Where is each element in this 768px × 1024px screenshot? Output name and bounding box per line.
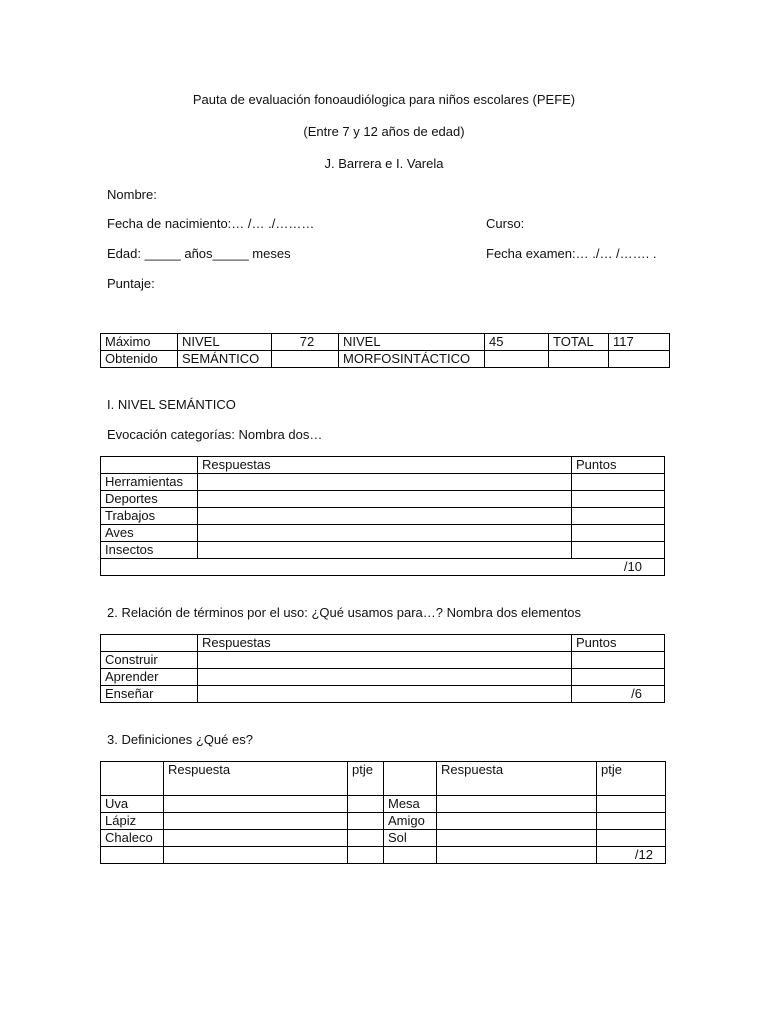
score-summary-table bbox=[100, 333, 670, 368]
empty-cell bbox=[348, 847, 384, 864]
row-label: Aves bbox=[101, 525, 198, 542]
field-puntaje: Puntaje: bbox=[107, 276, 155, 291]
total-obtained-cell bbox=[609, 351, 670, 368]
section2-title: 2. Relación de términos por el uso: ¿Qué usamos para…? Nombra dos elementos bbox=[107, 605, 582, 620]
field-fecha-examen: Fecha examen:… ./… /……. . bbox=[486, 246, 657, 261]
row-label-right: Mesa bbox=[384, 796, 437, 813]
section1-title: I. NIVEL SEMÁNTICO bbox=[107, 397, 236, 412]
answer-cell bbox=[164, 813, 348, 830]
section3-table bbox=[100, 761, 666, 864]
empty-cell bbox=[164, 847, 348, 864]
points-cell bbox=[572, 474, 665, 491]
empty-cell bbox=[101, 847, 164, 864]
col-respuestas: Respuestas bbox=[198, 457, 572, 474]
answer-cell bbox=[198, 669, 572, 686]
label-maximo: Máximo bbox=[101, 334, 178, 351]
row-label-left: Uva bbox=[101, 796, 164, 813]
row-label: Construir bbox=[101, 652, 198, 669]
col-puntos: Puntos bbox=[572, 457, 665, 474]
row-label-left: Lápiz bbox=[101, 813, 164, 830]
points-cell bbox=[572, 542, 665, 559]
col-puntos: Puntos bbox=[572, 635, 665, 652]
answer-cell bbox=[437, 830, 597, 847]
answer-cell bbox=[198, 652, 572, 669]
field-nombre: Nombre: bbox=[107, 187, 157, 202]
points-cell bbox=[572, 669, 665, 686]
field-fecha-nacimiento: Fecha de nacimiento:… /… ./……… bbox=[107, 216, 315, 231]
section1-table bbox=[100, 456, 665, 576]
semantic-label-line2: SEMÁNTICO bbox=[178, 351, 272, 368]
empty-cell bbox=[384, 847, 437, 864]
points-cell bbox=[572, 652, 665, 669]
field-edad: Edad: _____ años_____ meses bbox=[107, 246, 291, 261]
total-obtained-label-cell bbox=[549, 351, 609, 368]
section1-total: /10 bbox=[101, 559, 665, 576]
section2-total: /6 bbox=[572, 686, 665, 703]
answer-cell bbox=[437, 796, 597, 813]
answer-cell bbox=[198, 686, 572, 703]
row-label: Herramientas bbox=[101, 474, 198, 491]
section3-total: /12 bbox=[597, 847, 666, 864]
header-empty-cell bbox=[384, 762, 437, 796]
section2-table bbox=[100, 634, 665, 703]
row-label-left: Chaleco bbox=[101, 830, 164, 847]
points-cell bbox=[597, 830, 666, 847]
points-cell bbox=[348, 796, 384, 813]
row-label: Enseñar bbox=[101, 686, 198, 703]
answer-cell bbox=[198, 542, 572, 559]
col-respuesta-right: Respuesta bbox=[437, 762, 597, 796]
header-empty-cell bbox=[101, 457, 198, 474]
morpho-label-line2: MORFOSINTÁCTICO bbox=[339, 351, 485, 368]
row-label: Aprender bbox=[101, 669, 198, 686]
semantic-label-line1: NIVEL bbox=[178, 334, 272, 351]
answer-cell bbox=[164, 796, 348, 813]
row-label: Trabajos bbox=[101, 508, 198, 525]
points-cell bbox=[572, 491, 665, 508]
total-max: 117 bbox=[609, 334, 670, 351]
answer-cell bbox=[198, 491, 572, 508]
points-cell bbox=[348, 830, 384, 847]
row-label-right: Amigo bbox=[384, 813, 437, 830]
document-title: Pauta de evaluación fonoaudiólogica para niños escolares (PEFE) bbox=[192, 92, 576, 107]
row-label: Deportes bbox=[101, 491, 198, 508]
empty-cell bbox=[437, 847, 597, 864]
col-ptje-left: ptje bbox=[348, 762, 384, 796]
answer-cell bbox=[164, 830, 348, 847]
col-respuesta-left: Respuesta bbox=[164, 762, 348, 796]
row-label-right: Sol bbox=[384, 830, 437, 847]
col-respuestas: Respuestas bbox=[198, 635, 572, 652]
answer-cell bbox=[198, 525, 572, 542]
row-label: Insectos bbox=[101, 542, 198, 559]
label-obtenido: Obtenido bbox=[101, 351, 178, 368]
points-cell bbox=[597, 813, 666, 830]
answer-cell bbox=[198, 474, 572, 491]
semantic-obtained-cell bbox=[272, 351, 339, 368]
points-cell bbox=[348, 813, 384, 830]
section1-subtitle: Evocación categorías: Nombra dos… bbox=[107, 427, 323, 442]
header-empty-cell bbox=[101, 635, 198, 652]
col-ptje-right: ptje bbox=[597, 762, 666, 796]
field-curso: Curso: bbox=[486, 216, 525, 231]
header-empty-cell bbox=[101, 762, 164, 796]
answer-cell bbox=[437, 813, 597, 830]
section3-title: 3. Definiciones ¿Qué es? bbox=[107, 732, 253, 747]
answer-cell bbox=[198, 508, 572, 525]
points-cell bbox=[572, 508, 665, 525]
morpho-obtained-cell bbox=[485, 351, 549, 368]
points-cell bbox=[572, 525, 665, 542]
total-label: TOTAL bbox=[549, 334, 609, 351]
age-range: (Entre 7 y 12 años de edad) bbox=[303, 124, 465, 139]
authors: J. Barrera e I. Varela bbox=[324, 156, 444, 171]
points-cell bbox=[597, 796, 666, 813]
morpho-label-line1: NIVEL bbox=[339, 334, 485, 351]
semantic-max: 72 bbox=[272, 334, 339, 351]
morpho-max: 45 bbox=[485, 334, 549, 351]
